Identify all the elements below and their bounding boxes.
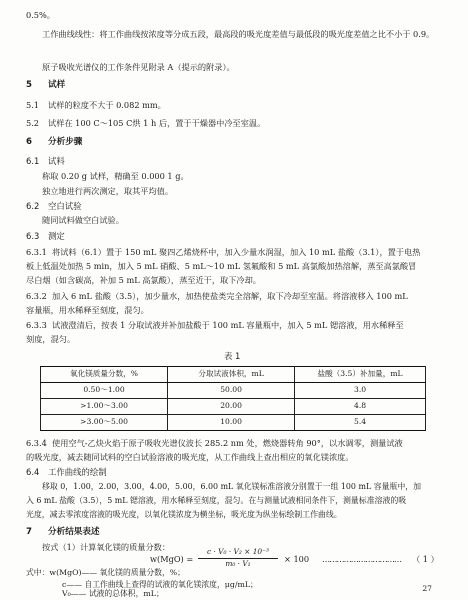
clause-6-3-3-line2: 刻度，混匀。 bbox=[26, 334, 76, 344]
clause-text: 使用空气-乙炔火焰于原子吸收光谱仪波长 285.2 nm 处，燃烧器转角 90°，以水调零，测量试液 bbox=[52, 438, 403, 448]
clause-6-3-1-line3: 尽白烟（如含碳高，补加 5 mL 高氯酸），蒸至近干，取下冷却。 bbox=[26, 275, 261, 285]
table-cell: 20.00 bbox=[168, 399, 295, 415]
section-7-heading bbox=[26, 527, 100, 539]
table-row bbox=[41, 415, 426, 431]
clause-6-3-heading bbox=[26, 231, 65, 242]
clause-6-1-line1: 称取 0.20 g 试样，精确至 0.000 1 g。 bbox=[42, 171, 189, 181]
table-cell: 4.8 bbox=[295, 399, 426, 415]
section-title: 分析结果表述 bbox=[48, 527, 100, 537]
conditions-paragraph: 原子吸收光谱仪的工作条件见附录 A（提示的附录）。 bbox=[42, 62, 235, 72]
section-title: 试样 bbox=[48, 80, 66, 90]
clause-number: 5.2 bbox=[26, 118, 40, 128]
section-number: 7 bbox=[26, 527, 32, 537]
table-row bbox=[41, 399, 426, 415]
curve-linearity-paragraph: 工作曲线线性：将工作曲线按浓度等分成五段，最高段的吸光度差值与最低段的吸光度差值之比不小于 0.9。 bbox=[42, 29, 435, 39]
clause-text: 试样在 100 C～105 C烘 1 h 后，置于干燥器中冷至室温。 bbox=[48, 118, 266, 128]
formula-times: × 100 bbox=[284, 554, 310, 564]
clause-6-3-2-line2: 容量瓶，用水稀释至刻度，混匀。 bbox=[26, 305, 149, 315]
where-item: V₀—— 试液的总体积，mL； bbox=[62, 589, 164, 598]
clause-text: 试液澄清后，按表 1 分取试液并补加盐酸于 100 mL 容量瓶中，加入 5 mL 锶溶液，用水稀释至 bbox=[52, 320, 404, 330]
formula-intro: 按式（1）计算氧化镁的质量分数： bbox=[42, 542, 171, 552]
clause-number: 6.3.4 bbox=[26, 438, 47, 448]
clause-title: 工作曲线的绘制 bbox=[48, 467, 107, 477]
clause-6-3-2-line1 bbox=[26, 291, 408, 302]
clause-6-3-4-line2: 的吸光度，减去随同试料的空白试验溶液的吸光度，从工作曲线上查出相应的氧化镁浓度。 bbox=[26, 452, 354, 462]
clause-6-2-line1: 随同试料做空白试验。 bbox=[42, 215, 124, 225]
table-cell: 10.00 bbox=[168, 415, 295, 431]
clause-number: 6.4 bbox=[26, 467, 40, 477]
clause-number: 6.3.2 bbox=[26, 291, 47, 301]
table-header-row bbox=[41, 367, 426, 383]
clause-5-2 bbox=[26, 118, 265, 129]
clause-5-1 bbox=[26, 100, 166, 111]
clause-number: 6.3 bbox=[26, 231, 40, 241]
section-6-heading bbox=[26, 137, 82, 149]
formula-1 bbox=[150, 547, 439, 569]
formula-numerator: c · V₀ · V₂ × 10⁻³ bbox=[207, 547, 269, 556]
table-cell: 0.50～1.00 bbox=[41, 383, 168, 399]
where-line-1 bbox=[26, 568, 185, 579]
clause-6-4-line3: 光度，减去零浓度溶液的吸光度，以氧化镁浓度为横坐标，吸光度为纵坐标绘制工作曲线。 bbox=[26, 510, 342, 519]
clause-number: 6.2 bbox=[26, 201, 40, 211]
table-row bbox=[41, 383, 426, 399]
page-number: 27 bbox=[422, 584, 432, 593]
table-caption: 表 1 bbox=[224, 351, 241, 361]
clause-6-4-heading bbox=[26, 467, 107, 478]
clause-number: 5.1 bbox=[26, 100, 40, 110]
where-item: c—— 自工作曲线上查得的试液的氧化镁浓度，μg/mL； bbox=[62, 580, 258, 589]
table-cell: 3.0 bbox=[295, 383, 426, 399]
clause-number: 6.3.3 bbox=[26, 320, 47, 330]
clause-6-3-1-line1 bbox=[26, 247, 420, 258]
table-header-cell: 盐酸（3.5）补加量，mL bbox=[295, 367, 426, 383]
table-cell: 5.4 bbox=[295, 415, 426, 431]
clause-number: 6.3.1 bbox=[26, 247, 47, 257]
formula-lhs: w(MgO) = bbox=[150, 554, 194, 564]
formula-equation-number: （ 1 ） bbox=[412, 554, 439, 564]
top-line: 0.5%。 bbox=[26, 10, 55, 20]
section-number: 6 bbox=[26, 137, 32, 147]
table-cell: 50.00 bbox=[168, 383, 295, 399]
clause-6-4-line1: 移取 0，1.00，2.00，3.00，4.00，5.00，6.00 mL 氧化镁标准溶液分别置于一组 100 mL 容量瓶中，加 bbox=[42, 482, 422, 491]
clause-6-3-1-line2: 板上低温处加热 5 min，加入 5 mL 硝酸、5 mL～10 mL 氢氟酸和 5 mL 高氯酸加热溶解，蒸至高氯酸冒 bbox=[26, 261, 417, 271]
clause-number: 6.1 bbox=[26, 156, 40, 166]
table-1 bbox=[40, 366, 426, 431]
clause-6-4-line2: 入 6 mL 盐酸（3.5），5 mL 锶溶液，用水稀释至刻度，混匀。在与测量试液相同条件下，测量标准溶液的吸 bbox=[26, 496, 407, 505]
clause-title: 试料 bbox=[48, 156, 65, 166]
section-5-heading bbox=[26, 80, 65, 92]
clause-text: 将试料（6.1）置于 150 mL 聚四乙烯烧杯中，加入少量水润湿，加入 10 mL 盐酸（3.1），置于电热 bbox=[52, 247, 421, 257]
formula-leader-dots: …………………………… bbox=[322, 554, 402, 564]
clause-6-1-heading bbox=[26, 156, 65, 167]
clause-6-2-heading bbox=[26, 201, 82, 212]
clause-6-3-4-line1 bbox=[26, 438, 403, 449]
table-cell: >1.00～3.00 bbox=[41, 399, 168, 415]
clause-title: 空白试验 bbox=[48, 201, 82, 211]
clause-6-1-line2: 独立地进行两次测定，取其平均值。 bbox=[42, 186, 174, 196]
where-label: 式中： bbox=[26, 568, 50, 577]
clause-text: 试样的粒度不大于 0.082 mm。 bbox=[48, 100, 166, 110]
section-number: 5 bbox=[26, 80, 32, 90]
clause-text: 加入 6 mL 盐酸（3.5），加少量水，加热使盐类完全溶解，取下冷却至室温。将溶液移入 100 mL bbox=[52, 291, 408, 301]
formula-denominator: m₀ · V₁ bbox=[225, 559, 251, 568]
table-cell: >3.00～5.00 bbox=[41, 415, 168, 431]
section-title: 分析步骤 bbox=[48, 137, 83, 147]
table-header-cell: 氧化镁质量分数，% bbox=[41, 367, 168, 383]
clause-6-3-3-line1 bbox=[26, 320, 404, 331]
clause-title: 测定 bbox=[48, 231, 65, 241]
table-header-cell: 分取试液体积，mL bbox=[168, 367, 295, 383]
where-item: w(MgO)—— 氧化镁的质量分数，%； bbox=[49, 568, 185, 577]
